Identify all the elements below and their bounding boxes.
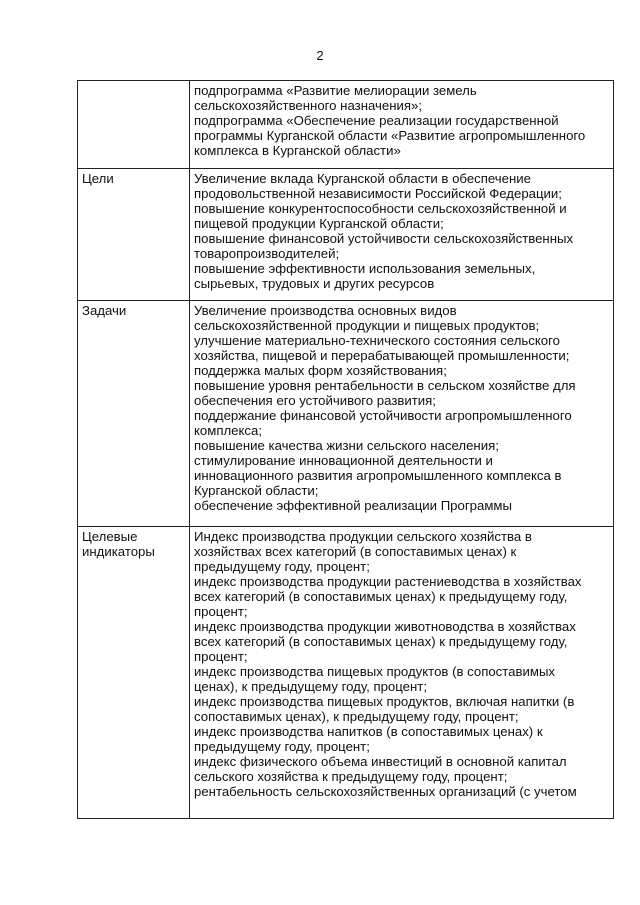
row-label: Целевые индикаторы: [78, 527, 190, 819]
row-label: Цели: [78, 169, 190, 301]
row-label: [78, 81, 190, 169]
table-row-indicators: [78, 527, 614, 819]
row-content: подпрограмма «Развитие мелиорации земель сельскохозяйственного назначения»; подпрограмма «Обеспечение реализации государственной программы Курганской области «Развитие агропромышленного комплекса в Курганской области»: [190, 81, 614, 169]
program-passport-table: [77, 80, 614, 819]
table-row-tasks: [78, 301, 614, 527]
table-row-goals: [78, 169, 614, 301]
table-row-subprograms: [78, 81, 614, 169]
row-content: Увеличение вклада Курганской области в обеспечение продовольственной независимости Российской Федерации; повышение конкурентоспособности сельскохозяйственной и пищевой продукции Курганской области; повышение финансовой устойчивости сельскохозяйственных товаропроизводителей; повышение эффективности использования земельных, сырьевых, трудовых и других ресурсов: [190, 169, 614, 301]
row-label: Задачи: [78, 301, 190, 527]
row-content: Увеличение производства основных видов сельскохозяйственной продукции и пищевых продуктов; улучшение материально-технического состояния сельского хозяйства, пищевой и перерабатывающей промышленности; поддержка малых форм хозяйствования; повышение уровня рентабельности в сельском хозяйстве для обеспечения его устойчивого развития; поддержание финансовой устойчивости агропромышленного комплекса; повышение качества жизни сельского населения; стимулирование инновационной деятельности и инновационного развития агропромышленного комплекса в Курганской области; обеспечение эффективной реализации Программы: [190, 301, 614, 527]
page-number: 2: [316, 48, 324, 63]
row-content: Индекс производства продукции сельского хозяйства в хозяйствах всех категорий (в сопоставимых ценах) к предыдущему году, процент; индекс производства продукции растениеводства в хозяйствах всех категорий (в сопоставимых ценах) к предыдущему году, процент; индекс производства продукции животноводства в хозяйствах всех категорий (в сопоставимых ценах) к предыдущему году, процент; индекс производства пищевых продуктов (в сопоставимых ценах), к предыдущему году, процент; индекс производства пищевых продуктов, включая напитки (в сопоставимых ценах), к предыдущему году, процент; индекс производства напитков (в сопоставимых ценах) к предыдущему году, процент; индекс физического объема инвестиций в основной капитал сельского хозяйства к предыдущему году, процент; рентабельность сельскохозяйственных организаций (с учетом: [190, 527, 614, 819]
